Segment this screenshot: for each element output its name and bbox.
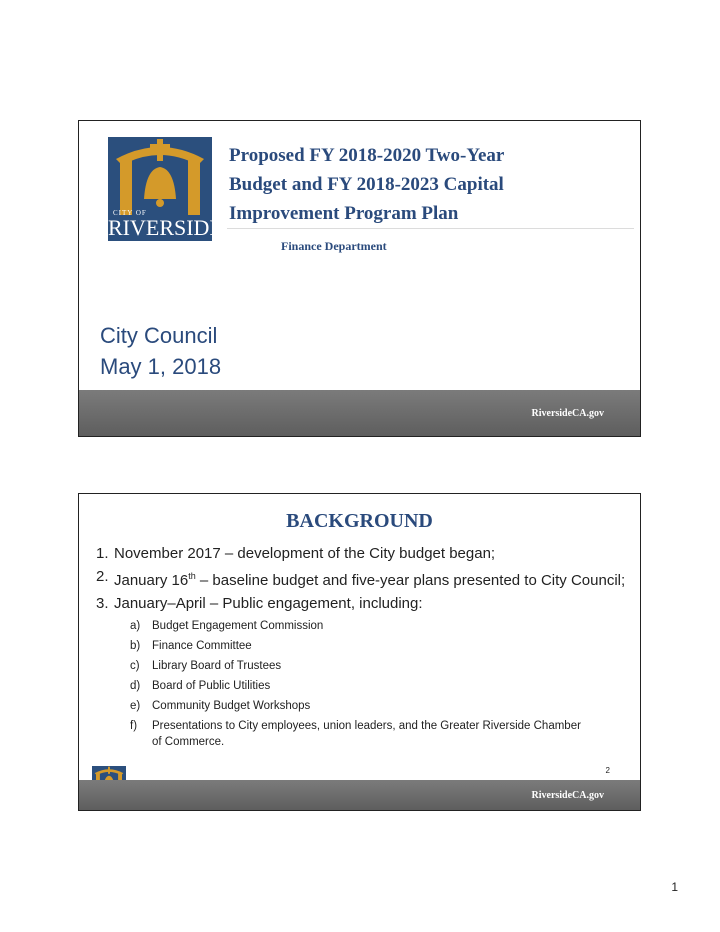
list-item	[96, 592, 626, 615]
sublist-text: Finance Committee	[152, 640, 252, 652]
list-text: January–April – Public engagement, including:	[114, 595, 423, 612]
sublist-text: Budget Engagement Commission	[152, 620, 324, 632]
sublist-letter: c)	[130, 660, 140, 672]
sublist-text: Board of Public Utilities	[152, 680, 271, 692]
sheet-page-number: 1	[671, 880, 678, 894]
slide-footer	[79, 390, 640, 436]
list-text-pre: January 16	[114, 572, 189, 589]
slide-page-number: 2	[605, 766, 610, 775]
list-number: 1.	[96, 545, 109, 562]
council-line: City Council	[100, 323, 218, 348]
date-line: May 1, 2018	[100, 354, 222, 379]
sublist-letter: f)	[130, 720, 138, 732]
slide-title	[229, 141, 629, 228]
sublist-item	[130, 718, 626, 750]
sublist-item	[130, 696, 626, 716]
title-divider	[227, 228, 634, 229]
list-item	[96, 565, 626, 592]
sublist-letter: a)	[130, 620, 141, 632]
logo-city-of: CITY OF	[113, 209, 147, 217]
title-line: Proposed FY 2018-2020 Two-Year	[229, 145, 505, 166]
list-text-post: – baseline budget and five-year plans presented to City Council;	[195, 572, 626, 589]
background-list	[96, 542, 626, 750]
sublist-text: Presentations to City employees, union leaders, and the Greater Riverside Chamber of Commerce.	[152, 720, 581, 748]
logo-city-name: RIVERSIDE	[108, 215, 223, 240]
sublist-letter: d)	[130, 680, 141, 692]
title-line: Budget and FY 2018-2023 Capital	[229, 174, 504, 195]
sublist-text: Community Budget Workshops	[152, 700, 311, 712]
title-slide	[78, 120, 641, 437]
sublist-letter: b)	[130, 640, 141, 652]
bell-icon	[108, 137, 212, 217]
list-text	[114, 565, 625, 592]
list-number: 3.	[96, 595, 109, 612]
sublist-item	[130, 676, 626, 696]
ordinal-suffix: th	[188, 571, 196, 581]
footer-website: RiversideCA.gov	[531, 408, 604, 419]
list-item	[96, 542, 626, 565]
list-text: November 2017 – development of the City budget began;	[114, 545, 496, 562]
slide-footer	[79, 780, 640, 810]
sublist-letter: e)	[130, 700, 141, 712]
city-logo	[108, 137, 223, 241]
sublist-text: Library Board of Trustees	[152, 660, 282, 672]
footer-website: RiversideCA.gov	[531, 790, 604, 801]
engagement-sublist	[96, 616, 626, 750]
sublist-item	[130, 656, 626, 676]
meeting-info	[100, 320, 221, 382]
sublist-item	[130, 636, 626, 656]
background-slide	[78, 493, 641, 811]
title-line: Improvement Program Plan	[229, 203, 459, 224]
sublist-item	[130, 616, 626, 636]
department-label: Finance Department	[281, 239, 387, 253]
list-number: 2.	[96, 568, 109, 585]
slide-heading: BACKGROUND	[286, 510, 433, 532]
